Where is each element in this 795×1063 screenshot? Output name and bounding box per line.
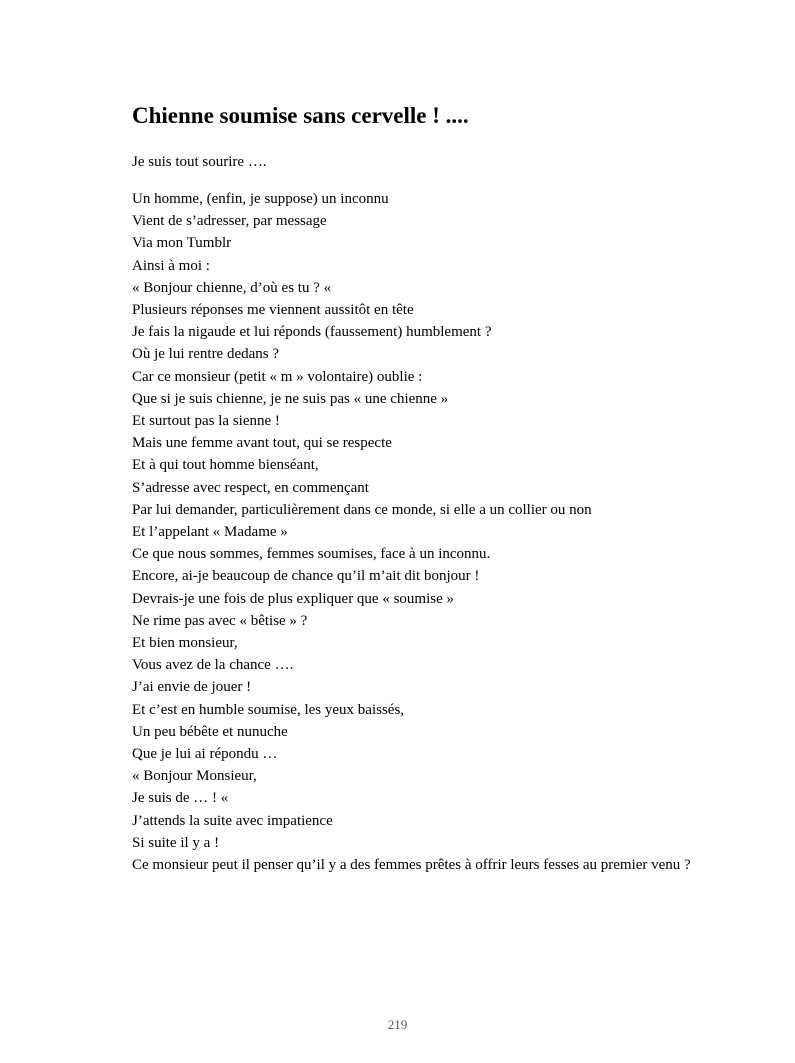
poem-line: Et bien monsieur, bbox=[132, 635, 238, 652]
poem-line: Je suis de … ! « bbox=[132, 790, 229, 807]
poem-line: Ce monsieur peut il penser qu’il y a des femmes prêtes à offrir leurs fesses au premier venu ? bbox=[132, 857, 691, 874]
poem-line: J’ai envie de jouer ! bbox=[132, 679, 252, 696]
poem-line: Par lui demander, particulièrement dans ce monde, si elle a un collier ou non bbox=[132, 501, 592, 518]
poem-line: Vient de s’adresser, par message bbox=[132, 213, 327, 230]
poem-line: Et l’appelant « Madame » bbox=[132, 524, 288, 541]
poem-line: Encore, ai-je beaucoup de chance qu’il m’ait dit bonjour ! bbox=[132, 568, 480, 585]
poem-line: J’attends la suite avec impatience bbox=[132, 812, 333, 829]
poem-line: Si suite il y a ! bbox=[132, 834, 220, 851]
poem-line: Ce que nous sommes, femmes soumises, face à un inconnu. bbox=[132, 546, 491, 563]
poem-line: Ne rime pas avec « bêtise » ? bbox=[132, 612, 308, 629]
intro-line: Je suis tout sourire …. bbox=[132, 154, 267, 170]
poem-line: Et à qui tout homme bienséant, bbox=[132, 457, 319, 474]
poem-line: Devrais-je une fois de plus expliquer que « soumise » bbox=[132, 590, 455, 607]
poem-line: Plusieurs réponses me viennent aussitôt en tête bbox=[132, 302, 414, 319]
poem-line: Ainsi à moi : bbox=[132, 257, 210, 274]
page-title: Chienne soumise sans cervelle ! .... bbox=[132, 103, 469, 128]
poem-line: Où je lui rentre dedans ? bbox=[132, 346, 280, 363]
poem-line: « Bonjour Monsieur, bbox=[132, 768, 257, 785]
poem-line: Un peu bébête et nunuche bbox=[132, 723, 288, 740]
poem-line: Que je lui ai répondu … bbox=[132, 746, 278, 763]
poem-line: Je fais la nigaude et lui réponds (faussement) humblement ? bbox=[132, 324, 492, 341]
poem-line: « Bonjour chienne, d’où es tu ? « bbox=[132, 279, 332, 296]
poem-line: Car ce monsieur (petit « m » volontaire) oublie : bbox=[132, 368, 423, 385]
poem-line: Et surtout pas la sienne ! bbox=[132, 413, 280, 430]
poem-line: Que si je suis chienne, je ne suis pas « une chienne » bbox=[132, 390, 449, 407]
poem-line: Mais une femme avant tout, qui se respecte bbox=[132, 435, 392, 452]
poem-body bbox=[132, 188, 692, 876]
poem-line: Un homme, (enfin, je suppose) un inconnu bbox=[132, 191, 389, 207]
poem-line: Vous avez de la chance …. bbox=[132, 657, 294, 674]
poem-line: Et c’est en humble soumise, les yeux baissés, bbox=[132, 701, 405, 718]
poem-line: Via mon Tumblr bbox=[132, 235, 232, 252]
poem-line: S’adresse avec respect, en commençant bbox=[132, 479, 369, 496]
page-number: 219 bbox=[387, 1017, 408, 1032]
